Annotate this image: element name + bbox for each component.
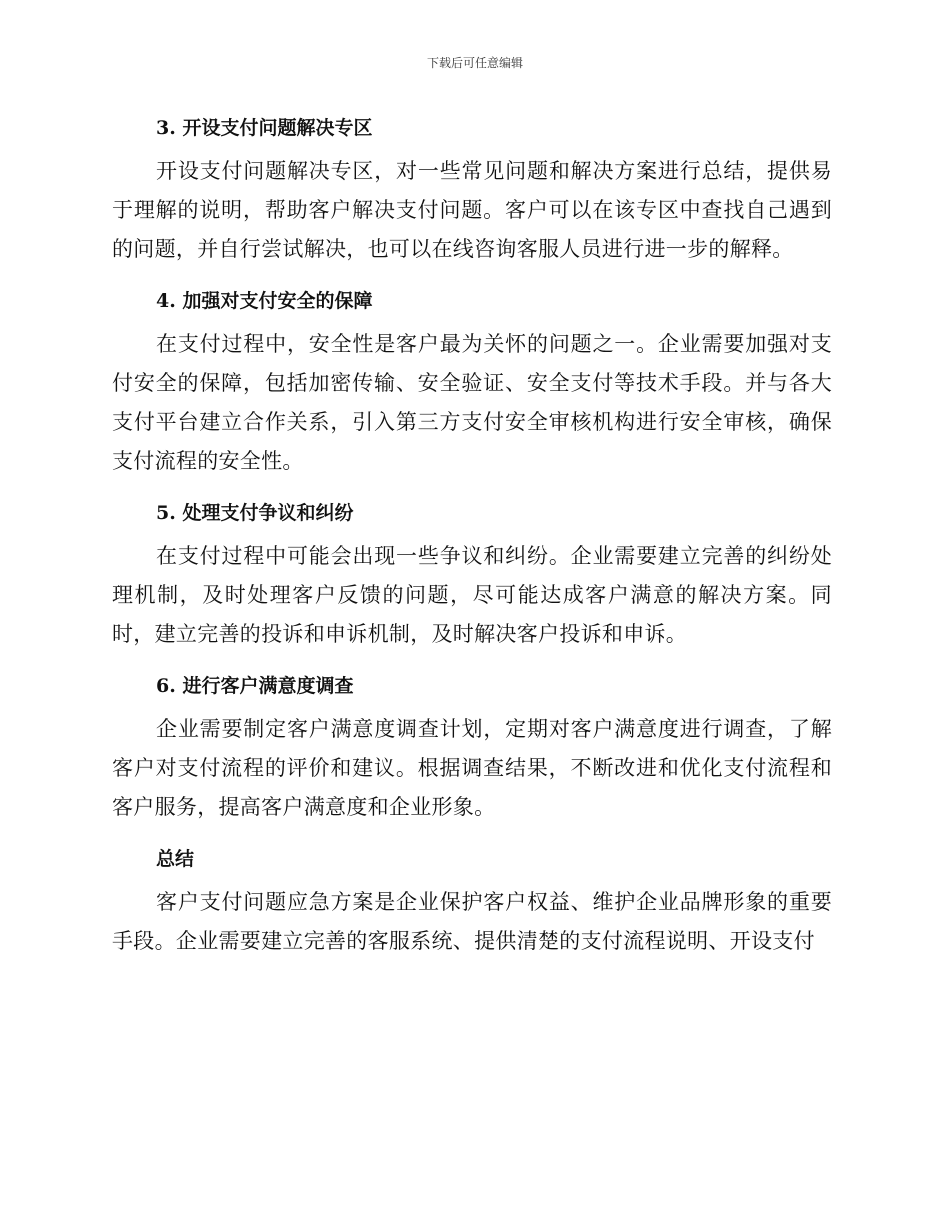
- section-paragraph: 企业需要制定客户满意度调查计划，定期对客户满意度进行调查，了解客户对支付流程的评价和建议。根据调查结果，不断改进和优化支付流程和客户服务，提高客户满意度和企业形象。: [112, 717, 832, 819]
- section-6: [112, 666, 832, 827]
- section-heading: 4. 加强对支付安全的保障: [156, 290, 373, 312]
- document-body: [112, 108, 832, 973]
- section-4: [112, 281, 832, 481]
- section-paragraph: 开设支付问题解决专区，对一些常见问题和解决方案进行总结，提供易于理解的说明，帮助客户解决支付问题。客户可以在该专区中查找自己遇到的问题，并自行尝试解决，也可以在线咨询客服人员进行进一步的解释。: [112, 159, 832, 261]
- section-paragraph: 在支付过程中可能会出现一些争议和纠纷。企业需要建立完善的纠纷处理机制，及时处理客户反馈的问题，尽可能达成客户满意的解决方案。同时，建立完善的投诉和申诉机制，及时解决客户投诉和申诉。: [112, 544, 832, 646]
- section-paragraph: 客户支付问题应急方案是企业保护客户权益、维护企业品牌形象的重要手段。企业需要建立完善的客服系统、提供清楚的支付流程说明、开设支付: [112, 890, 832, 953]
- section-5: [112, 493, 832, 654]
- section-heading: 3. 开设支付问题解决专区: [156, 117, 373, 139]
- section-heading: 5. 处理支付争议和纠纷: [156, 502, 354, 524]
- header-note: 下载后可任意编辑: [426, 56, 523, 70]
- section-heading: 总结: [156, 848, 195, 870]
- section-heading: 6. 进行客户满意度调查: [156, 675, 354, 697]
- section-paragraph: 在支付过程中，安全性是客户最为关怀的问题之一。企业需要加强对支付安全的保障，包括加密传输、安全验证、安全支付等技术手段。并与各大支付平台建立合作关系，引入第三方支付安全审核机构进行安全审核，确保支付流程的安全性。: [112, 332, 832, 473]
- section-3: [112, 108, 832, 269]
- section-summary: [112, 839, 832, 961]
